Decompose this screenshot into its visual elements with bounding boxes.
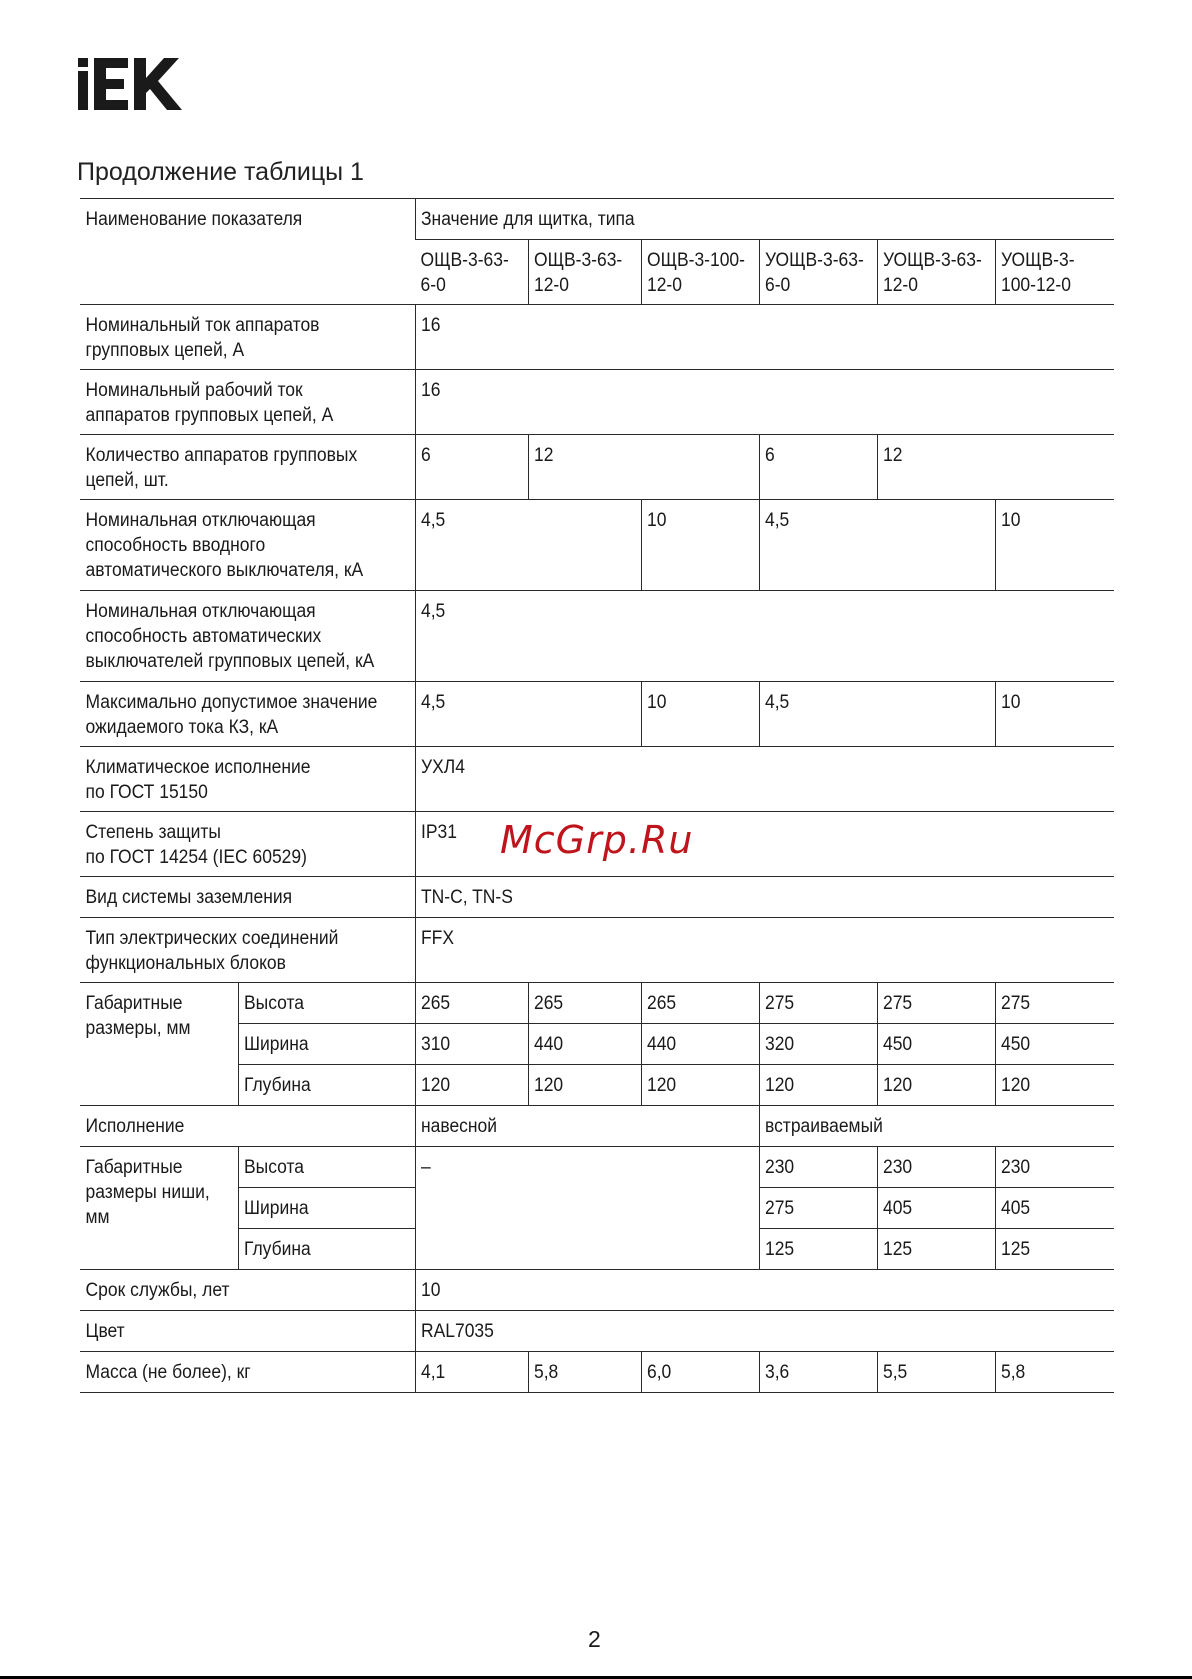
niche-value: 230 bbox=[759, 1147, 868, 1188]
header-param: Наименование показателя bbox=[80, 199, 388, 305]
dims-value: 310 bbox=[415, 1024, 519, 1065]
row-value: 10 bbox=[995, 682, 1105, 747]
iek-logo-mark bbox=[78, 58, 194, 110]
niche-label: Габаритные размеры ниши, мм bbox=[80, 1147, 225, 1270]
row-label: Тип электрических соединений функциональных блоков bbox=[80, 918, 388, 983]
dims-value: 120 bbox=[415, 1065, 519, 1106]
row-label: Масса (не более), кг bbox=[80, 1352, 388, 1393]
dims-label: Габаритные размеры, мм bbox=[80, 983, 225, 1106]
row-label: Степень защиты по ГОСТ 14254 (IEC 60529) bbox=[80, 812, 388, 877]
type-header-1: ОЩВ-3-63- 6-0 bbox=[415, 240, 519, 305]
row-value: RAL7035 bbox=[415, 1311, 1058, 1352]
niche-height-label: Высота bbox=[238, 1147, 401, 1188]
row-value: 3,6 bbox=[759, 1352, 868, 1393]
dims-value: 440 bbox=[641, 1024, 750, 1065]
row-value: 4,5 bbox=[415, 591, 1058, 682]
dims-value: 120 bbox=[759, 1065, 868, 1106]
type-header-3: ОЩВ-3-100- 12-0 bbox=[641, 240, 750, 305]
niche-value: 125 bbox=[995, 1229, 1105, 1270]
specification-table bbox=[80, 198, 1114, 1393]
table-row bbox=[80, 500, 1114, 591]
table-row bbox=[80, 370, 1114, 435]
table-continuation-title: Продолжение таблицы 1 bbox=[77, 158, 364, 186]
dims-height-label: Высота bbox=[238, 983, 401, 1024]
dims-value: 265 bbox=[528, 983, 632, 1024]
row-value: 6 bbox=[415, 435, 519, 500]
row-value: 5,8 bbox=[995, 1352, 1105, 1393]
row-label: Номинальная отключающая способность вводного автоматического выключателя, кА bbox=[80, 500, 388, 591]
dims-value: 120 bbox=[641, 1065, 750, 1106]
niche-value: 275 bbox=[759, 1188, 868, 1229]
row-value: 10 bbox=[641, 682, 750, 747]
watermark: McGrp.Ru bbox=[500, 818, 694, 862]
row-value: IP31 bbox=[415, 812, 1058, 877]
page-number: 2 bbox=[588, 1626, 601, 1652]
table-row bbox=[80, 1311, 1114, 1352]
niche-value: 230 bbox=[995, 1147, 1105, 1188]
table-row bbox=[80, 877, 1114, 918]
row-label: Исполнение bbox=[80, 1106, 388, 1147]
niche-depth-label: Глубина bbox=[238, 1229, 401, 1270]
dims-value: 265 bbox=[641, 983, 750, 1024]
dims-width-label: Ширина bbox=[238, 1024, 401, 1065]
row-label: Количество аппаратов групповых цепей, шт. bbox=[80, 435, 388, 500]
dims-depth-label: Глубина bbox=[238, 1065, 401, 1106]
row-value: 16 bbox=[415, 305, 1058, 370]
row-value: 12 bbox=[877, 435, 1095, 500]
dims-value: 450 bbox=[995, 1024, 1105, 1065]
row-label: Вид системы заземления bbox=[80, 877, 388, 918]
table-row bbox=[80, 305, 1114, 370]
table-row bbox=[80, 682, 1114, 747]
row-value: УХЛ4 bbox=[415, 747, 1058, 812]
row-label: Цвет bbox=[80, 1311, 388, 1352]
row-value: 6 bbox=[759, 435, 868, 500]
dims-value: 275 bbox=[995, 983, 1105, 1024]
row-value: 10 bbox=[995, 500, 1105, 591]
dims-value: 450 bbox=[877, 1024, 986, 1065]
row-label: Климатическое исполнение по ГОСТ 15150 bbox=[80, 747, 388, 812]
row-value: 4,5 bbox=[415, 500, 623, 591]
row-label: Срок службы, лет bbox=[80, 1270, 388, 1311]
row-value: встраиваемый bbox=[759, 1106, 1086, 1147]
row-label: Номинальная отключающая способность автоматических выключателей групповых цепей, кА bbox=[80, 591, 388, 682]
type-header-4: УОЩВ-3-63- 6-0 bbox=[759, 240, 868, 305]
type-header-6: УОЩВ-3- 100-12-0 bbox=[995, 240, 1105, 305]
row-value: 10 bbox=[641, 500, 750, 591]
table-row bbox=[80, 1024, 1114, 1065]
dims-value: 120 bbox=[528, 1065, 632, 1106]
table-row bbox=[80, 591, 1114, 682]
header-row-1 bbox=[80, 199, 1114, 240]
niche-value: 405 bbox=[877, 1188, 986, 1229]
row-label: Номинальный ток аппаратов групповых цепей, А bbox=[80, 305, 388, 370]
dims-value: 320 bbox=[759, 1024, 868, 1065]
table-row bbox=[80, 983, 1114, 1024]
dims-value: 120 bbox=[995, 1065, 1105, 1106]
row-value: 16 bbox=[415, 370, 1058, 435]
niche-width-label: Ширина bbox=[238, 1188, 401, 1229]
row-label: Номинальный рабочий ток аппаратов групповых цепей, А bbox=[80, 370, 388, 435]
row-value: 4,1 bbox=[415, 1352, 519, 1393]
table-row bbox=[80, 1065, 1114, 1106]
row-value: 5,5 bbox=[877, 1352, 986, 1393]
table-row bbox=[80, 918, 1114, 983]
row-value: 4,5 bbox=[759, 500, 976, 591]
table-row bbox=[80, 747, 1114, 812]
dims-value: 275 bbox=[759, 983, 868, 1024]
table-row bbox=[80, 1352, 1114, 1393]
row-value: 10 bbox=[415, 1270, 1058, 1311]
iek-logo bbox=[78, 58, 194, 115]
dims-value: 265 bbox=[415, 983, 519, 1024]
row-value: навесной bbox=[415, 1106, 731, 1147]
table-row bbox=[80, 435, 1114, 500]
niche-value: 125 bbox=[877, 1229, 986, 1270]
dims-value: 275 bbox=[877, 983, 986, 1024]
row-value: 5,8 bbox=[528, 1352, 632, 1393]
dims-value: 120 bbox=[877, 1065, 986, 1106]
row-value: 4,5 bbox=[759, 682, 976, 747]
niche-value: 125 bbox=[759, 1229, 868, 1270]
row-value: 6,0 bbox=[641, 1352, 750, 1393]
row-value: TN-C, TN-S bbox=[415, 877, 1058, 918]
table-row bbox=[80, 1147, 1114, 1188]
niche-value: 405 bbox=[995, 1188, 1105, 1229]
type-header-5: УОЩВ-3-63- 12-0 bbox=[877, 240, 986, 305]
dims-value: 440 bbox=[528, 1024, 632, 1065]
header-value: Значение для щитка, типа bbox=[415, 199, 1058, 240]
row-value: 4,5 bbox=[415, 682, 623, 747]
niche-dash: – bbox=[415, 1147, 731, 1270]
table-row bbox=[80, 1270, 1114, 1311]
table-row bbox=[80, 1106, 1114, 1147]
row-label: Максимально допустимое значение ожидаемого тока КЗ, кА bbox=[80, 682, 388, 747]
type-header-2: ОЩВ-3-63- 12-0 bbox=[528, 240, 632, 305]
row-value: 12 bbox=[528, 435, 741, 500]
niche-value: 230 bbox=[877, 1147, 986, 1188]
row-value: FFX bbox=[415, 918, 1058, 983]
